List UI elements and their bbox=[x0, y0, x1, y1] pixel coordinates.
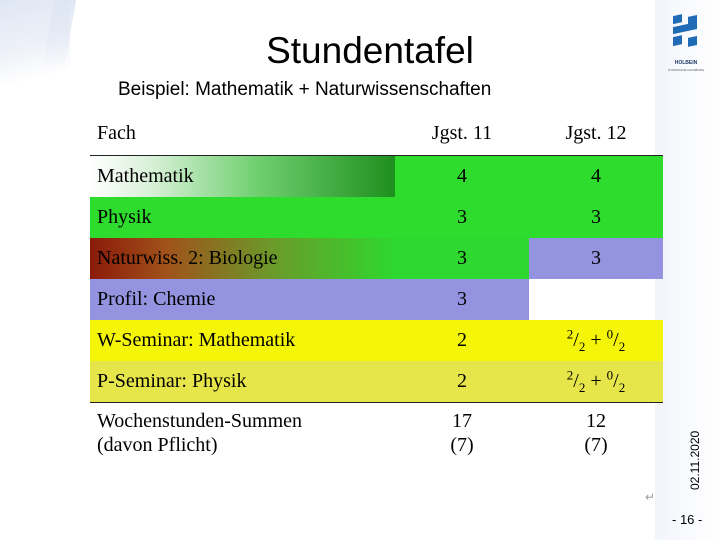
value-j11-chemie: 3 bbox=[395, 279, 529, 320]
value-j11-p-seminar: 2 bbox=[395, 361, 529, 403]
table-row-summen bbox=[90, 403, 663, 464]
header-jgst-11: Jgst. 11 bbox=[431, 122, 493, 144]
frac-a-den: 2 bbox=[578, 379, 586, 395]
table-row-w-seminar bbox=[90, 320, 663, 361]
frac-a-num: 2 bbox=[566, 367, 574, 383]
value-j11-w-seminar: 2 bbox=[395, 320, 529, 361]
table-header-row bbox=[90, 112, 663, 156]
value-j11-physik: 3 bbox=[395, 197, 529, 238]
subject-biologie: Naturwiss. 2: Biologie bbox=[90, 238, 395, 279]
page-title: Stundentafel bbox=[266, 30, 474, 71]
page-number: - 16 - bbox=[672, 512, 703, 527]
frac-op: + bbox=[590, 369, 602, 392]
j11-sum-total: 17 bbox=[452, 410, 472, 432]
frac-b-num: 0 bbox=[606, 367, 614, 383]
table-row-mathematik bbox=[90, 156, 663, 198]
frac-a-den: 2 bbox=[578, 338, 586, 354]
subject-summen bbox=[90, 403, 395, 464]
frac-op: + bbox=[590, 328, 602, 351]
frac-b-num: 0 bbox=[606, 326, 614, 342]
holbein-logo-icon bbox=[664, 14, 708, 94]
subject-w-seminar: W-Seminar: Mathematik bbox=[90, 320, 395, 361]
j11-sum-pflicht: (7) bbox=[450, 434, 474, 456]
j12-sum-pflicht: (7) bbox=[584, 434, 608, 456]
value-j11-summen bbox=[395, 403, 529, 464]
value-j12-w-seminar: $^2/_2 + ^0/_2$ bbox=[529, 320, 663, 361]
frac-b-den: 2 bbox=[618, 379, 626, 395]
value-j12-chemie bbox=[529, 279, 663, 320]
slide-date: 02.11.2020 bbox=[688, 430, 702, 490]
table-row-p-seminar bbox=[90, 361, 663, 403]
table-row-chemie bbox=[90, 279, 663, 320]
return-mark-icon: ↵ bbox=[645, 490, 656, 504]
logo-subtext: GYMNASIUM AUGSBURG bbox=[667, 68, 705, 72]
value-j11-mathematik: 4 bbox=[395, 156, 529, 198]
page-subtitle: Beispiel: Mathematik + Naturwissenschaften bbox=[118, 79, 492, 100]
summen-label-line2: (davon Pflicht) bbox=[97, 434, 218, 456]
value-j12-physik: 3 bbox=[529, 197, 663, 238]
header-subject: Fach bbox=[97, 122, 136, 144]
value-j11-biologie: 3 bbox=[395, 238, 529, 279]
table-row-biologie bbox=[90, 238, 663, 279]
header-jgst-12: Jgst. 12 bbox=[565, 122, 627, 144]
logo-name: HOLBEIN bbox=[674, 60, 698, 66]
j12-sum-total: 12 bbox=[586, 410, 606, 432]
subject-mathematik: Mathematik bbox=[90, 156, 395, 198]
stundentafel-table bbox=[90, 112, 663, 463]
subject-physik: Physik bbox=[90, 197, 395, 238]
value-j12-summen bbox=[529, 403, 663, 464]
value-j12-biologie: 3 bbox=[529, 238, 663, 279]
frac-b-den: 2 bbox=[618, 338, 626, 354]
subject-p-seminar: P-Seminar: Physik bbox=[90, 361, 395, 403]
value-j12-p-seminar: $^2/_2 + ^0/_2$ bbox=[529, 361, 663, 403]
frac-a-num: 2 bbox=[566, 326, 574, 342]
subject-chemie: Profil: Chemie bbox=[90, 279, 395, 320]
table-row-physik bbox=[90, 197, 663, 238]
summen-label-line1: Wochenstunden-Summen bbox=[97, 410, 303, 432]
value-j12-mathematik: 4 bbox=[529, 156, 663, 198]
